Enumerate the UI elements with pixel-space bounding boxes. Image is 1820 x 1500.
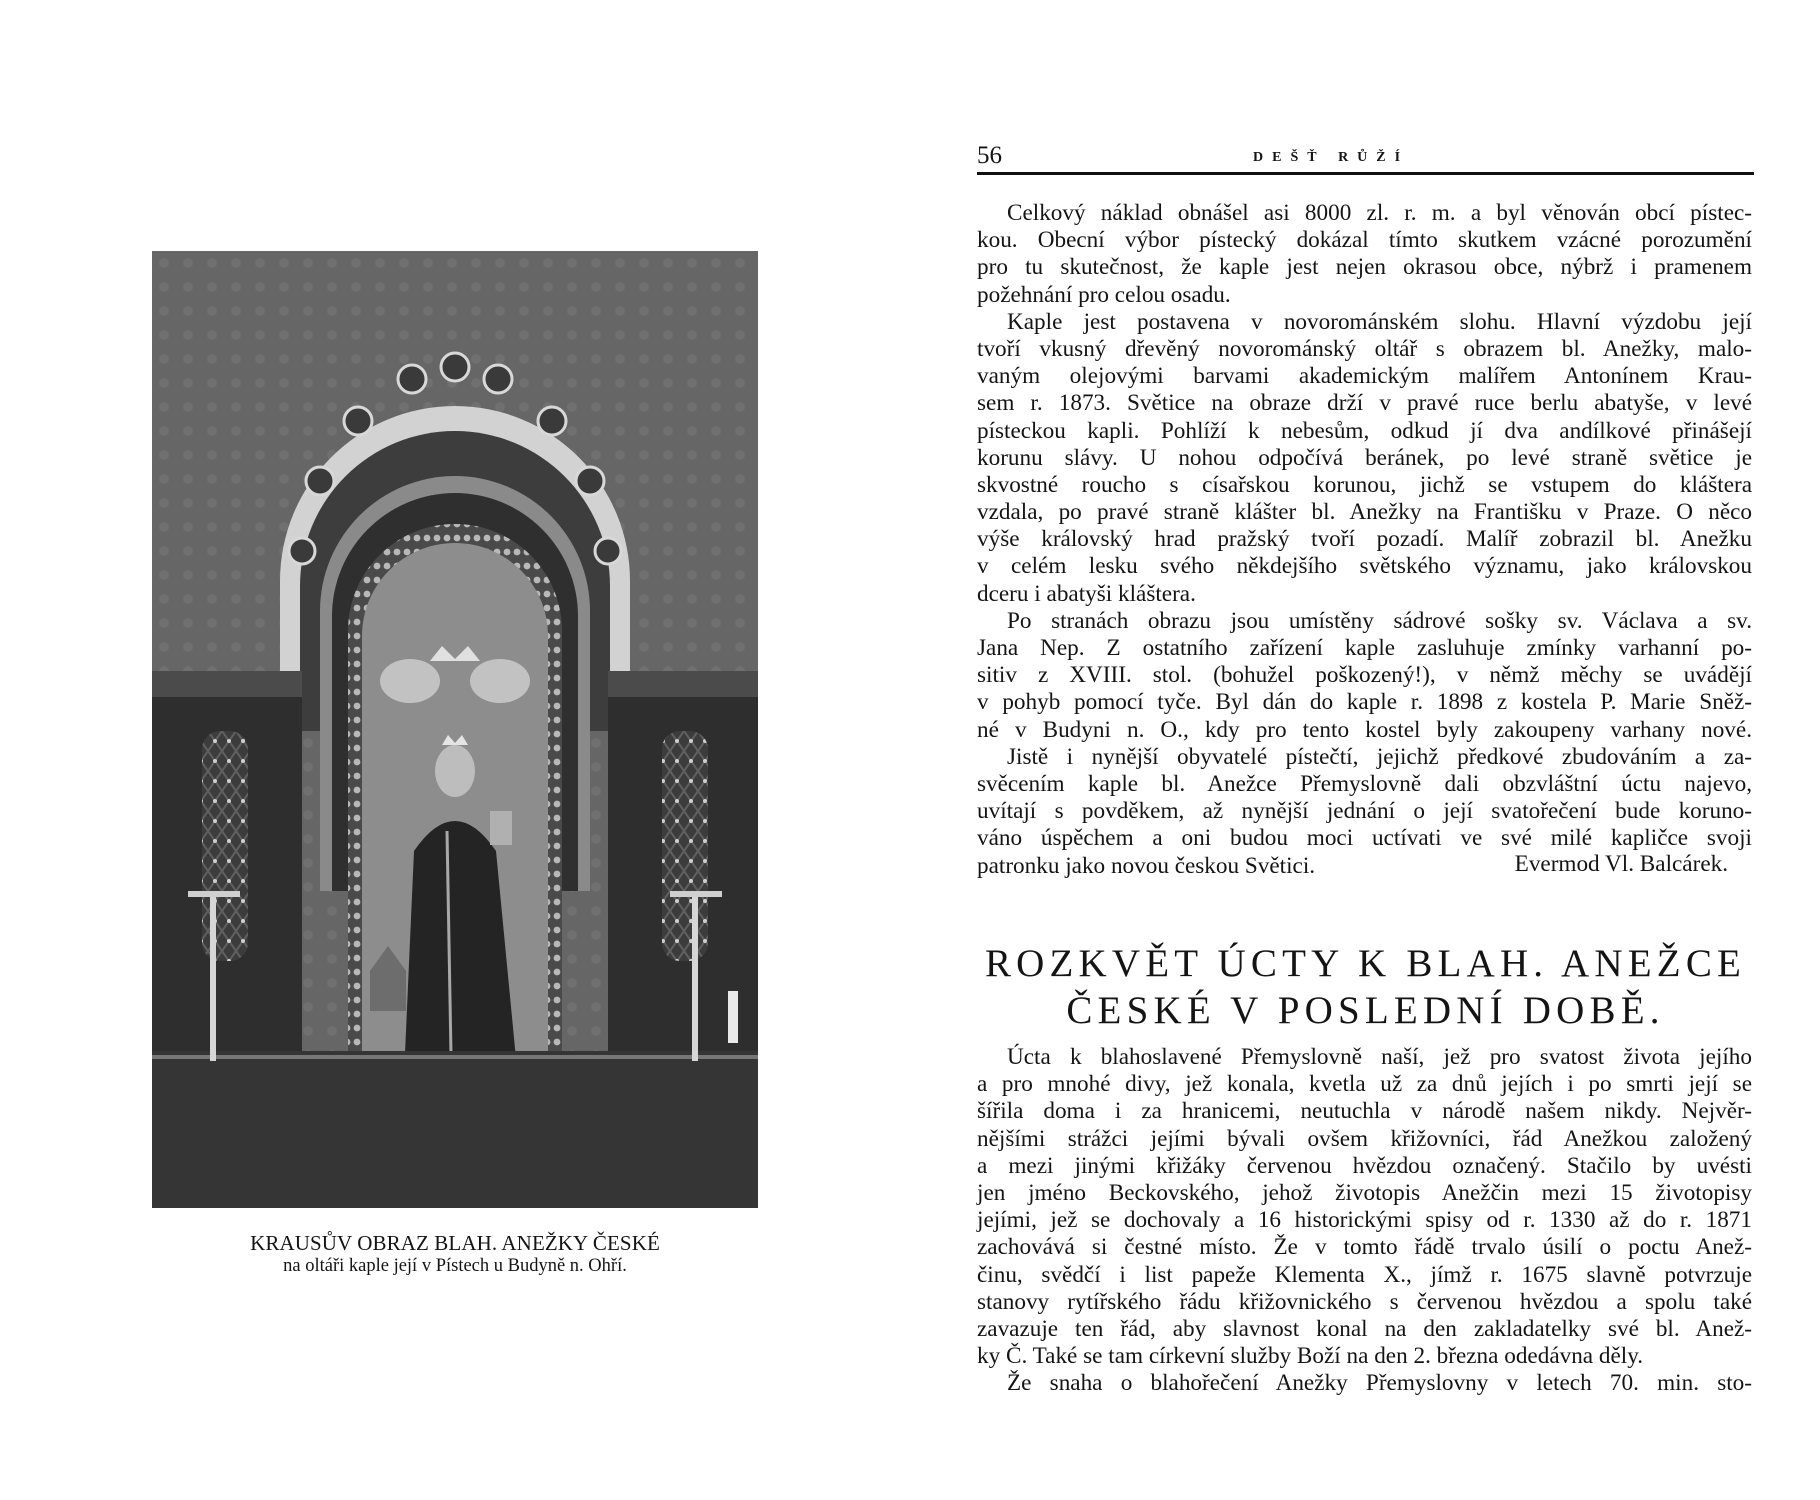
paragraph-line: skvostné roucho s císařskou korunou, jichž se vstupem do kláštera	[977, 471, 1752, 498]
paragraph-line: šířila doma i za hranicemi, neutuchla v národě našem nikdy. Nejvěr-	[977, 1098, 1752, 1125]
section-heading-line-2: ČESKÉ V POSLEDNÍ DOBĚ.	[1066, 989, 1665, 1032]
paragraph-line: sem r. 1873. Světice na obraze drží v pravé ruce berlu abatyše, v levé	[977, 390, 1752, 417]
paragraph-line: váno úspěchem a oni budou moci uctívati ve své milé kapličce svoji	[977, 825, 1752, 852]
running-head	[977, 140, 1754, 174]
paragraph-line: dceru i abatyši kláštera.	[977, 580, 1196, 607]
paragraph-line: v pohyb pomocí tyče. Byl dán do kaple r. 1898 z kostela P. Marie Sněž-	[977, 689, 1752, 716]
paragraph-line: zachovává si čestné místo. Že v tomto řádě trvalo úsilí o poctu Anež-	[977, 1234, 1752, 1261]
paragraph-line: patronku jako novou českou Světici.	[977, 852, 1316, 879]
paragraph-line: v celém lesku svého někdejšího světského významu, jako královskou	[977, 553, 1752, 580]
author-signature: Evermod Vl. Balcárek.	[1514, 851, 1728, 877]
paragraph-line: stanovy rytířského řádu křižovnického s červenou hvězdou a spolu také	[977, 1288, 1752, 1315]
section-heading-line-1: ROZKVĚT ÚCTY K BLAH. ANEŽCE	[984, 942, 1747, 985]
paragraph-line: tvoří vkusný dřevěný novorománský oltář s obrazem bl. Anežky, malo-	[977, 335, 1752, 362]
paragraph-line: Úcta k blahoslavené Přemyslovně naší, jež pro svatost života jejího	[1007, 1044, 1752, 1070]
paragraph-line: pro tu skutečnost, že kaple jest nejen okrasou obce, nýbrž i pramenem	[977, 254, 1752, 281]
altar-painting-illustration	[152, 251, 758, 1208]
photo-caption-title: KRAUSŮV OBRAZ BLAH. ANEŽKY ČESKÉ	[250, 1231, 660, 1255]
paragraph-line: Jistě i nynější obyvatelé pístečtí, jejichž předkové zbudováním a za-	[1007, 743, 1752, 770]
article-body-2	[977, 1044, 1752, 1397]
paragraph-line: jejími, jež se dochovaly a 16 historickými spisy od r. 1330 až do r. 1871	[977, 1207, 1752, 1234]
paragraph-line: zavazuje ten řád, aby slavnost konal na den zakladatelky své bl. Anež-	[977, 1315, 1752, 1342]
paragraph-line: né v Budyni n. O., kdy pro tento kostel byly zakoupeny varhany nové.	[977, 716, 1752, 743]
paragraph-line: ky Č. Také se tam církevní služby Boží na den 2. března odedávna děly.	[977, 1343, 1644, 1370]
paragraph-line: vaným olejovými barvami akademickým malířem Antonínem Krau-	[977, 363, 1752, 390]
paragraph-line: uvítají s povděkem, až nynější jednání o její svatořečení bude koruno-	[977, 798, 1752, 825]
paragraph-line: jen jméno Beckovského, jehož životopis Anežčin mezi 15 životopisy	[977, 1179, 1752, 1206]
paragraph-line: korunu slávy. U nohou odpočívá beránek, po levé straně světice je	[977, 444, 1752, 471]
paragraph-line: Že snaha o blahořečení Anežky Přemyslovny v letech 70. min. sto-	[1007, 1370, 1752, 1397]
paragraph-line: sitiv z XVIII. stol. (bohužel poškozený!), v němž měchy se uvádějí	[977, 662, 1752, 689]
paragraph-line: Po stranách obrazu jsou umístěny sádrové sošky sv. Václava a sv.	[1007, 607, 1752, 634]
header-rule	[977, 172, 1754, 175]
paragraph-line: Kaple jest postavena v novorománském slohu. Hlavní výzdobu její	[1007, 308, 1752, 335]
paragraph-line: nějšími strážci jejími bývali ovšem křižovníci, řád Anežkou založený	[977, 1125, 1752, 1152]
running-title: DEŠŤ RŮŽÍ	[1253, 150, 1410, 165]
paragraph-line: výše královský hrad pražský tvoří pozadí. Malíř zobrazil bl. Anežku	[977, 526, 1752, 553]
paragraph-line: a pro mnohé divy, jež konala, kvetla už za dnů jejích i po smrti její se	[977, 1071, 1752, 1098]
altar-photograph	[152, 251, 758, 1208]
paragraph-line: Jana Nep. Z ostatního zařízení kaple zasluhuje zmínky varhanní po-	[977, 635, 1752, 661]
article-body-1	[977, 200, 1752, 880]
page-number: 56	[977, 142, 1002, 169]
paragraph-line: činu, svědčí i list papeže Klementa X., jímž r. 1675 slavně potvrzuje	[977, 1261, 1752, 1288]
paragraph-line: požehnání pro celou osadu.	[977, 281, 1231, 308]
paragraph-line: písteckou kapli. Pohlíží k nebesům, odkud jí dva andílkové přinášejí	[977, 417, 1752, 444]
photo-caption-subtitle: na oltáři kaple její v Pístech u Budyně n. Ohří.	[283, 1256, 627, 1276]
paragraph-line: Celkový náklad obnášel asi 8000 zl. r. m. a byl věnován obcí pístec-	[1007, 200, 1752, 226]
paragraph-line: kou. Obecní výbor pístecký dokázal tímto skutkem vzácné porozumění	[977, 227, 1752, 254]
paragraph-line: a mezi jinými křižáky červenou hvězdou označený. Stačilo by uvésti	[977, 1152, 1752, 1179]
paragraph-line: vzdala, po pravé straně klášter bl. Anežky na Františku v Praze. O něco	[977, 499, 1752, 526]
paragraph-line: svěcením kaple bl. Anežce Přemyslovně dali obzvláštní úctu najevo,	[977, 770, 1752, 797]
